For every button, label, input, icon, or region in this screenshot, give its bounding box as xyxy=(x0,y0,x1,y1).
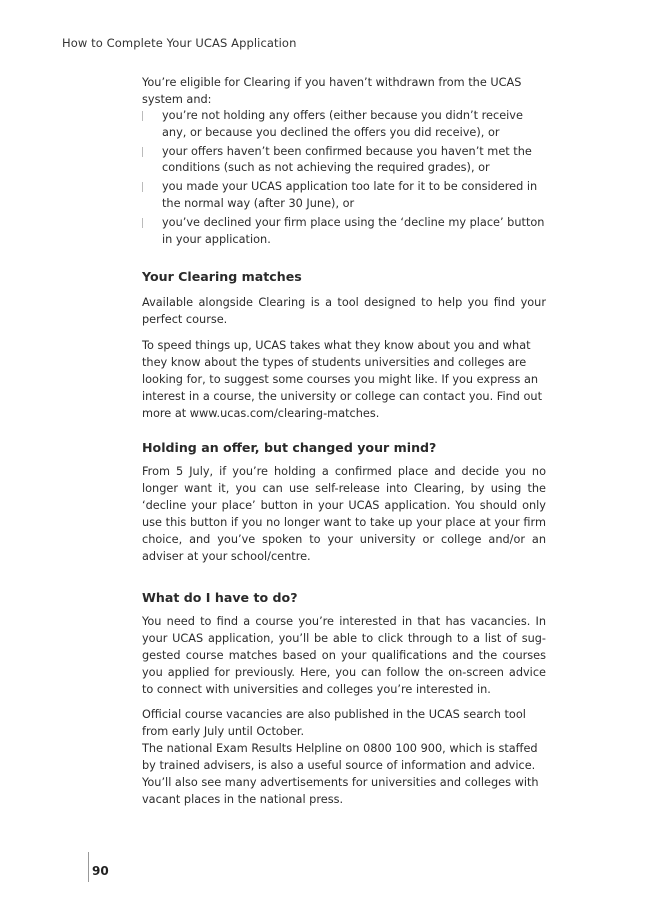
page-number-rule xyxy=(88,852,89,882)
page-content xyxy=(142,74,546,808)
paragraph: To speed things up, UCAS takes what they know about you and what they know about the types of students universities and colleges are looking for, to suggest some courses you might like. If you express an interest in a course, the university or college can contact you. Find out more at www.ucas.com/clearing-matches. xyxy=(142,339,543,421)
clearing-eligibility-lead: You’re eligible for Clearing if you haven’t withdrawn from the UCAS system and: xyxy=(142,76,522,106)
condition-text: you made your UCAS application too late for it to be considered in the normal way (after 30 June), or xyxy=(162,180,538,210)
running-header: How to Complete Your UCAS Application xyxy=(62,36,297,50)
condition-text: you’re not holding any offers (either because you didn’t receive any, or because you declined the offers you did receive), or xyxy=(162,109,523,139)
page-number: 90 xyxy=(92,864,109,878)
section-clearing-matches xyxy=(142,268,546,422)
paragraph: The national Exam Results Helpline on 0800 100 900, which is staffed by trained advisers, is also a useful source of information and advice. You’ll also see many advertisements for universities and colleges with vacant places in the national press. xyxy=(142,742,539,807)
bullet-marker xyxy=(142,182,143,192)
list-item xyxy=(142,144,546,178)
list-item xyxy=(142,215,546,249)
bullet-marker xyxy=(142,218,143,228)
section-heading: Holding an offer, but changed your mind? xyxy=(142,440,437,456)
section-changed-mind xyxy=(142,439,546,565)
section-heading: Your Clearing matches xyxy=(142,269,302,285)
list-item xyxy=(142,108,546,142)
section-what-to-do xyxy=(142,589,546,808)
paragraph: You need to find a course you’re interested in that has vacancies. In your UCAS application, you’ll be able to click through to a list of sug-gested course matches based on your qualifications and the courses you applied for previously. Here, you can follow the on-screen advice to connect with universities and colleges you’re interested in. xyxy=(142,615,546,697)
condition-text: you’ve declined your firm place using the ‘decline my place’ button in your application. xyxy=(162,215,545,246)
list-item xyxy=(142,179,546,213)
clearing-conditions-list xyxy=(142,108,546,248)
paragraph: Available alongside Clearing is a tool designed to help you find your perfect course. xyxy=(142,296,546,327)
condition-text: your offers haven’t been confirmed because you haven’t met the conditions (such as not achieving the required grades), or xyxy=(162,144,532,175)
bullet-marker xyxy=(142,111,143,121)
paragraph: Official course vacancies are also published in the UCAS search tool from early July until October. xyxy=(142,708,526,739)
bullet-marker xyxy=(142,147,143,157)
paragraph: From 5 July, if you’re holding a confirmed place and decide you no longer want it, you can use self-release into Clearing, by using the ‘decline your place’ button in your UCAS application. You should only use this button if you no longer want to take up your place at your firm choice, and you’ve spoken to your university or college and/or an adviser at your school/centre. xyxy=(142,465,546,564)
section-heading: What do I have to do? xyxy=(142,590,298,606)
